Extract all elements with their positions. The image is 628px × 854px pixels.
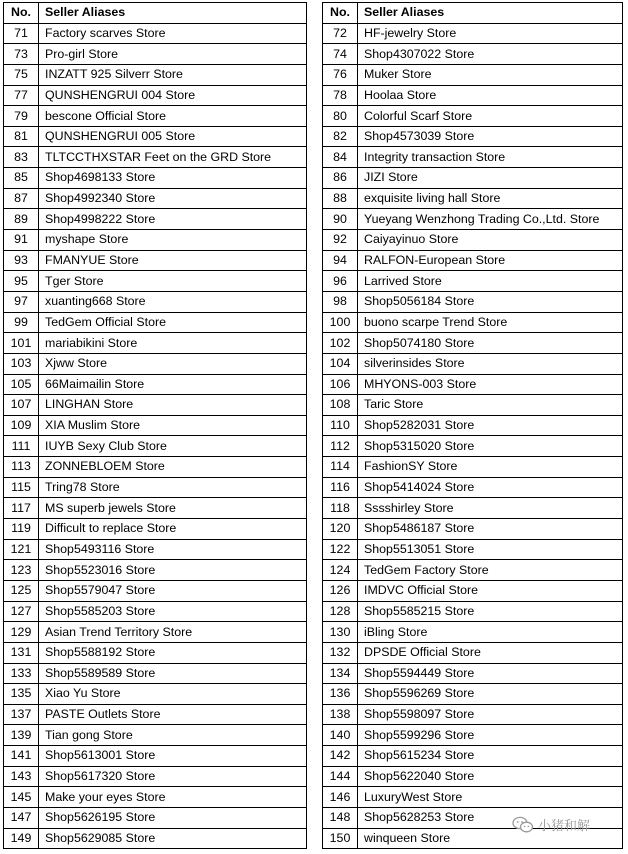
row-number: 129: [4, 622, 39, 643]
table-row: [4, 519, 307, 540]
row-number: 126: [323, 580, 358, 601]
seller-alias: Shop4307022 Store: [358, 44, 623, 65]
table-row: [4, 704, 307, 725]
row-number: 138: [323, 704, 358, 725]
seller-alias: silverinsides Store: [358, 353, 623, 374]
row-number: 119: [4, 519, 39, 540]
seller-alias: QUNSHENGRUI 005 Store: [39, 126, 307, 147]
row-number: 75: [4, 64, 39, 85]
table-row: [4, 126, 307, 147]
table-row: [4, 766, 307, 787]
seller-alias: Shop5523016 Store: [39, 560, 307, 581]
table-row: [4, 23, 307, 44]
seller-alias: IMDVC Official Store: [358, 580, 623, 601]
row-number: 84: [323, 147, 358, 168]
row-number: 125: [4, 580, 39, 601]
row-number: 110: [323, 415, 358, 436]
table-row: [323, 126, 623, 147]
table-row: [4, 787, 307, 808]
row-number: 96: [323, 271, 358, 292]
row-number: 111: [4, 436, 39, 457]
seller-alias: FMANYUE Store: [39, 250, 307, 271]
seller-alias: Shop5074180 Store: [358, 333, 623, 354]
row-number: 131: [4, 642, 39, 663]
seller-alias: Yueyang Wenzhong Trading Co.,Ltd. Store: [358, 209, 623, 230]
row-number: 87: [4, 188, 39, 209]
seller-alias: Shop5626195 Store: [39, 807, 307, 828]
row-number: 114: [323, 457, 358, 478]
table-row: [323, 374, 623, 395]
row-number: 134: [323, 663, 358, 684]
seller-alias: INZATT 925 Silverr Store: [39, 64, 307, 85]
table-row: [4, 374, 307, 395]
seller-alias: Muker Store: [358, 64, 623, 85]
seller-alias: HF-jewelry Store: [358, 23, 623, 44]
seller-alias: 66Maimailin Store: [39, 374, 307, 395]
table-row: [323, 580, 623, 601]
table-row: [4, 188, 307, 209]
table-row: [4, 746, 307, 767]
seller-alias: Shop4998222 Store: [39, 209, 307, 230]
table-row: [323, 725, 623, 746]
seller-alias: Shop5585215 Store: [358, 601, 623, 622]
seller-alias: MS superb jewels Store: [39, 498, 307, 519]
seller-alias: DPSDE Official Store: [358, 642, 623, 663]
row-number: 88: [323, 188, 358, 209]
seller-alias: TedGem Factory Store: [358, 560, 623, 581]
row-number: 144: [323, 766, 358, 787]
seller-alias: Shop5594449 Store: [358, 663, 623, 684]
row-number: 108: [323, 395, 358, 416]
row-number: 94: [323, 250, 358, 271]
row-number: 148: [323, 807, 358, 828]
seller-alias: Shop5598097 Store: [358, 704, 623, 725]
seller-table-right: [322, 2, 623, 849]
table-row: [323, 395, 623, 416]
table-row: [323, 622, 623, 643]
row-number: 102: [323, 333, 358, 354]
seller-alias: Shop5589589 Store: [39, 663, 307, 684]
row-number: 95: [4, 271, 39, 292]
row-number: 107: [4, 395, 39, 416]
table-row: [4, 415, 307, 436]
row-number: 146: [323, 787, 358, 808]
table-row: [323, 250, 623, 271]
seller-alias: TedGem Official Store: [39, 312, 307, 333]
seller-alias: iBling Store: [358, 622, 623, 643]
table-row: [4, 353, 307, 374]
row-number: 127: [4, 601, 39, 622]
row-number: 118: [323, 498, 358, 519]
seller-table-left: [3, 2, 307, 849]
seller-alias: Shop5315020 Store: [358, 436, 623, 457]
row-number: 130: [323, 622, 358, 643]
seller-alias: LINGHAN Store: [39, 395, 307, 416]
row-number: 83: [4, 147, 39, 168]
row-number: 150: [323, 828, 358, 849]
row-number: 145: [4, 787, 39, 808]
table-row: [4, 457, 307, 478]
row-number: 121: [4, 539, 39, 560]
seller-alias: xuanting668 Store: [39, 291, 307, 312]
row-number: 113: [4, 457, 39, 478]
row-number: 76: [323, 64, 358, 85]
table-row: [4, 44, 307, 65]
table-row: [323, 477, 623, 498]
table-row: [4, 663, 307, 684]
table-row: [4, 333, 307, 354]
table-row: [4, 64, 307, 85]
row-number: 149: [4, 828, 39, 849]
table-row: [323, 209, 623, 230]
row-number: 104: [323, 353, 358, 374]
row-number: 82: [323, 126, 358, 147]
row-number: 115: [4, 477, 39, 498]
row-number: 133: [4, 663, 39, 684]
table-row: [323, 106, 623, 127]
table-row: [4, 395, 307, 416]
seller-alias: Shop5414024 Store: [358, 477, 623, 498]
watermark: [512, 815, 590, 834]
table-row: [4, 147, 307, 168]
row-number: 97: [4, 291, 39, 312]
row-number: 109: [4, 415, 39, 436]
seller-alias: mariabikini Store: [39, 333, 307, 354]
row-number: 85: [4, 168, 39, 189]
table-row: [323, 519, 623, 540]
seller-alias: TLTCCTHXSTAR Feet on the GRD Store: [39, 147, 307, 168]
row-number: 116: [323, 477, 358, 498]
seller-alias: Shop4992340 Store: [39, 188, 307, 209]
row-number: 117: [4, 498, 39, 519]
table-row: [4, 807, 307, 828]
row-number: 141: [4, 746, 39, 767]
row-number: 79: [4, 106, 39, 127]
row-number: 72: [323, 23, 358, 44]
row-number: 137: [4, 704, 39, 725]
row-number: 112: [323, 436, 358, 457]
table-row: [323, 312, 623, 333]
seller-alias: QUNSHENGRUI 004 Store: [39, 85, 307, 106]
row-number: 81: [4, 126, 39, 147]
table-row: [323, 601, 623, 622]
seller-alias: RALFON-European Store: [358, 250, 623, 271]
seller-alias: JIZI Store: [358, 168, 623, 189]
row-number: 103: [4, 353, 39, 374]
table-row: [323, 642, 623, 663]
seller-alias: IUYB Sexy Club Store: [39, 436, 307, 457]
table-row: [4, 168, 307, 189]
row-number: 71: [4, 23, 39, 44]
row-number: 78: [323, 85, 358, 106]
seller-alias: Shop5599296 Store: [358, 725, 623, 746]
table-row: [323, 663, 623, 684]
seller-alias: Shop5282031 Store: [358, 415, 623, 436]
seller-alias: Shop5622040 Store: [358, 766, 623, 787]
seller-alias: Larrived Store: [358, 271, 623, 292]
seller-alias: exquisite living hall Store: [358, 188, 623, 209]
row-number: 101: [4, 333, 39, 354]
seller-alias: Shop4698133 Store: [39, 168, 307, 189]
table-row: [323, 333, 623, 354]
seller-alias: Tring78 Store: [39, 477, 307, 498]
row-number: 100: [323, 312, 358, 333]
row-number: 90: [323, 209, 358, 230]
row-number: 98: [323, 291, 358, 312]
table-row: [323, 44, 623, 65]
column-header-seller-aliases: Seller Aliases: [358, 3, 623, 24]
table-row: [4, 601, 307, 622]
table-row: [323, 188, 623, 209]
row-number: 91: [4, 230, 39, 251]
seller-alias: XIA Muslim Store: [39, 415, 307, 436]
table-row: [4, 477, 307, 498]
seller-alias: Make your eyes Store: [39, 787, 307, 808]
seller-alias: winqueen Store: [358, 828, 623, 849]
row-number: 120: [323, 519, 358, 540]
row-number: 143: [4, 766, 39, 787]
table-row: [4, 250, 307, 271]
seller-alias: Asian Trend Territory Store: [39, 622, 307, 643]
row-number: 92: [323, 230, 358, 251]
seller-alias: Shop5513051 Store: [358, 539, 623, 560]
seller-alias: Caiyayinuo Store: [358, 230, 623, 251]
seller-alias: Sssshirley Store: [358, 498, 623, 519]
seller-alias: Taric Store: [358, 395, 623, 416]
table-row: [323, 457, 623, 478]
row-number: 122: [323, 539, 358, 560]
table-row: [323, 684, 623, 705]
row-number: 142: [323, 746, 358, 767]
seller-alias: Difficult to replace Store: [39, 519, 307, 540]
row-number: 123: [4, 560, 39, 581]
row-number: 93: [4, 250, 39, 271]
table-row: [323, 746, 623, 767]
column-header-no: No.: [323, 3, 358, 24]
row-number: 132: [323, 642, 358, 663]
seller-alias: Shop5486187 Store: [358, 519, 623, 540]
table-row: [323, 271, 623, 292]
seller-alias: buono scarpe Trend Store: [358, 312, 623, 333]
table-row: [323, 766, 623, 787]
seller-alias: Shop4573039 Store: [358, 126, 623, 147]
seller-alias: Tian gong Store: [39, 725, 307, 746]
row-number: 106: [323, 374, 358, 395]
table-row: [323, 85, 623, 106]
column-header-seller-aliases: Seller Aliases: [39, 3, 307, 24]
row-number: 136: [323, 684, 358, 705]
seller-alias: Shop5493116 Store: [39, 539, 307, 560]
seller-alias: Xjww Store: [39, 353, 307, 374]
seller-alias: bescone Official Store: [39, 106, 307, 127]
seller-alias: Shop5617320 Store: [39, 766, 307, 787]
table-row: [4, 622, 307, 643]
table-row: [4, 828, 307, 849]
table-row: [4, 271, 307, 292]
watermark-text: 小猪和解: [537, 818, 590, 833]
table-header-row: [323, 3, 623, 24]
row-number: 139: [4, 725, 39, 746]
column-header-no: No.: [4, 3, 39, 24]
table-row: [323, 64, 623, 85]
seller-alias: Shop5613001 Store: [39, 746, 307, 767]
seller-alias: Shop5629085 Store: [39, 828, 307, 849]
row-number: 140: [323, 725, 358, 746]
seller-alias: Shop5056184 Store: [358, 291, 623, 312]
row-number: 89: [4, 209, 39, 230]
seller-alias: MHYONS-003 Store: [358, 374, 623, 395]
table-row: [4, 85, 307, 106]
seller-alias: Shop5585203 Store: [39, 601, 307, 622]
row-number: 86: [323, 168, 358, 189]
row-number: 77: [4, 85, 39, 106]
row-number: 73: [4, 44, 39, 65]
table-row: [4, 539, 307, 560]
seller-alias: Shop5588192 Store: [39, 642, 307, 663]
table-row: [323, 436, 623, 457]
row-number: 105: [4, 374, 39, 395]
row-number: 135: [4, 684, 39, 705]
table-row: [323, 704, 623, 725]
table-row: [4, 291, 307, 312]
table-row: [4, 684, 307, 705]
row-number: 147: [4, 807, 39, 828]
table-row: [323, 787, 623, 808]
wechat-icon: [512, 816, 534, 834]
table-row: [323, 498, 623, 519]
table-row: [4, 560, 307, 581]
seller-alias: Factory scarves Store: [39, 23, 307, 44]
seller-alias: PASTE Outlets Store: [39, 704, 307, 725]
seller-alias: LuxuryWest Store: [358, 787, 623, 808]
row-number: 74: [323, 44, 358, 65]
seller-alias: Hoolaa Store: [358, 85, 623, 106]
table-row: [323, 539, 623, 560]
table-row: [323, 560, 623, 581]
table-row: [4, 230, 307, 251]
seller-alias: Shop5628253 Store: [358, 807, 623, 828]
table-row: [4, 725, 307, 746]
table-row: [4, 498, 307, 519]
table-row: [4, 642, 307, 663]
seller-alias: myshape Store: [39, 230, 307, 251]
table-row: [323, 353, 623, 374]
seller-alias: Xiao Yu Store: [39, 684, 307, 705]
seller-alias: ZONNEBLOEM Store: [39, 457, 307, 478]
table-row: [323, 23, 623, 44]
seller-alias: FashionSY Store: [358, 457, 623, 478]
seller-alias: Integrity transaction Store: [358, 147, 623, 168]
seller-alias: Shop5615234 Store: [358, 746, 623, 767]
seller-alias: Shop5579047 Store: [39, 580, 307, 601]
seller-alias: Shop5596269 Store: [358, 684, 623, 705]
table-header-row: [4, 3, 307, 24]
table-row: [4, 436, 307, 457]
seller-alias: Colorful Scarf Store: [358, 106, 623, 127]
row-number: 128: [323, 601, 358, 622]
table-row: [323, 168, 623, 189]
row-number: 124: [323, 560, 358, 581]
row-number: 80: [323, 106, 358, 127]
table-row: [323, 291, 623, 312]
table-row: [4, 312, 307, 333]
seller-alias: Tger Store: [39, 271, 307, 292]
table-row: [323, 415, 623, 436]
table-row: [4, 580, 307, 601]
table-row: [323, 230, 623, 251]
table-row: [4, 106, 307, 127]
row-number: 99: [4, 312, 39, 333]
table-row: [4, 209, 307, 230]
seller-alias: Pro-girl Store: [39, 44, 307, 65]
table-row: [323, 147, 623, 168]
